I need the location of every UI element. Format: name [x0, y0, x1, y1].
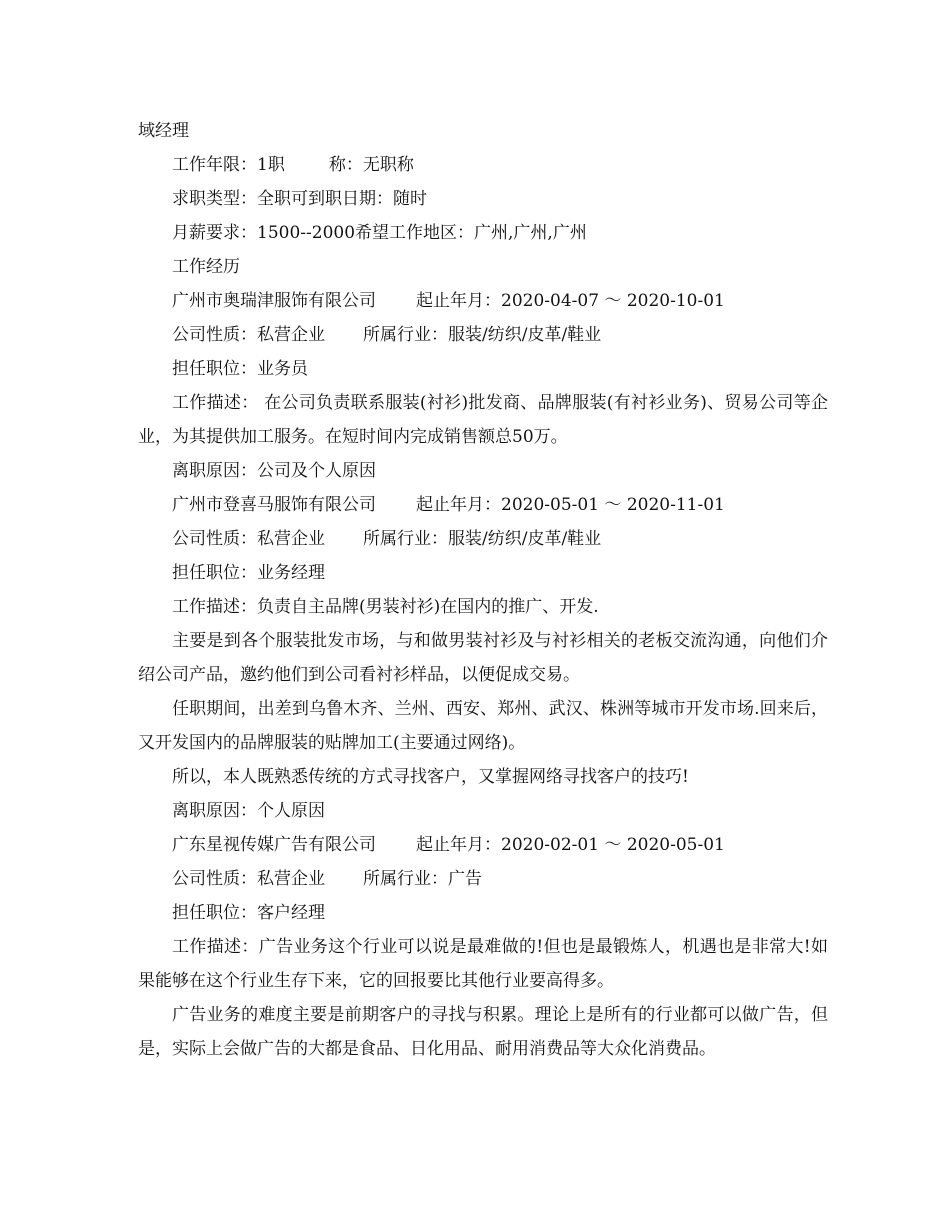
job-header [138, 828, 828, 862]
job-reason: 离职原因：个人原因 [172, 801, 325, 821]
job-dates: 起止年月：2020-04-07 ～ 2020-10-01 [416, 291, 725, 311]
job-nature: 公司性质：私营企业 [172, 325, 325, 345]
job-dates: 起止年月：2020-05-01 ～ 2020-11-01 [416, 495, 725, 515]
job-position: 担任职位：客户经理 [172, 903, 325, 923]
header-fragment: 域经理 [138, 121, 189, 141]
profile-title: 称：无职称 [328, 155, 414, 175]
profile-years: 工作年限：1职 [172, 155, 285, 175]
job-company: 广东星视传媒广告有限公司 [172, 835, 376, 855]
job-description: 工作描述：广告业务这个行业可以说是最难做的!但也是最锻炼人，机遇也是非常大!如果能够在这个行业生存下来，它的回报要比其他行业要高得多。 [138, 937, 828, 991]
job-industry: 所属行业：广告 [363, 869, 482, 889]
job-meta [138, 862, 828, 896]
job-position: 担任职位：业务经理 [172, 563, 325, 583]
job-description: 工作描述： 在公司负责联系服装(衬衫)批发商、品牌服装(有衬衫业务)、贸易公司等企业，为其提供加工服务。在短时间内完成销售额总50万。 [138, 393, 828, 447]
job-header [138, 284, 828, 318]
job-detail-paragraph: 任职期间，出差到乌鲁木齐、兰州、西安、郑州、武汉、株洲等城市开发市场.回来后，又开发国内的品牌服装的贴牌加工(主要通过网络)。 [138, 699, 828, 753]
job-dates: 起止年月：2020-02-01 ～ 2020-05-01 [416, 835, 725, 855]
job-industry: 所属行业：服装/纺织/皮革/鞋业 [363, 325, 602, 345]
job-nature: 公司性质：私营企业 [172, 869, 325, 889]
job-company: 广州市登喜马服饰有限公司 [172, 495, 376, 515]
job-reason: 离职原因：公司及个人原因 [172, 461, 376, 481]
resume-page [138, 114, 828, 1066]
profile-salary-line: 月薪要求：1500--2000希望工作地区：广州,广州,广州 [172, 223, 587, 243]
job-detail-paragraph: 所以，本人既熟悉传统的方式寻找客户，又掌握网络寻找客户的技巧! [172, 767, 689, 787]
profile-type-line: 求职类型：全职可到职日期：随时 [172, 189, 427, 209]
job-meta [138, 522, 828, 556]
section-title: 工作经历 [172, 257, 240, 277]
job-detail-paragraph: 广告业务的难度主要是前期客户的寻找与积累。理论上是所有的行业都可以做广告，但是，实际上会做广告的大都是食品、日化用品、耐用消费品等大众化消费品。 [138, 1005, 828, 1059]
job-header [138, 488, 828, 522]
job-company: 广州市奥瑞津服饰有限公司 [172, 291, 376, 311]
job-meta [138, 318, 828, 352]
job-detail-paragraph: 主要是到各个服装批发市场，与和做男装衬衫及与衬衫相关的老板交流沟通，向他们介绍公司产品，邀约他们到公司看衬衫样品，以便促成交易。 [138, 631, 828, 685]
job-description: 工作描述：负责自主品牌(男装衬衫)在国内的推广、开发. [172, 597, 599, 617]
job-industry: 所属行业：服装/纺织/皮革/鞋业 [363, 529, 602, 549]
profile-years-line [138, 148, 828, 182]
job-nature: 公司性质：私营企业 [172, 529, 325, 549]
job-position: 担任职位：业务员 [172, 359, 308, 379]
